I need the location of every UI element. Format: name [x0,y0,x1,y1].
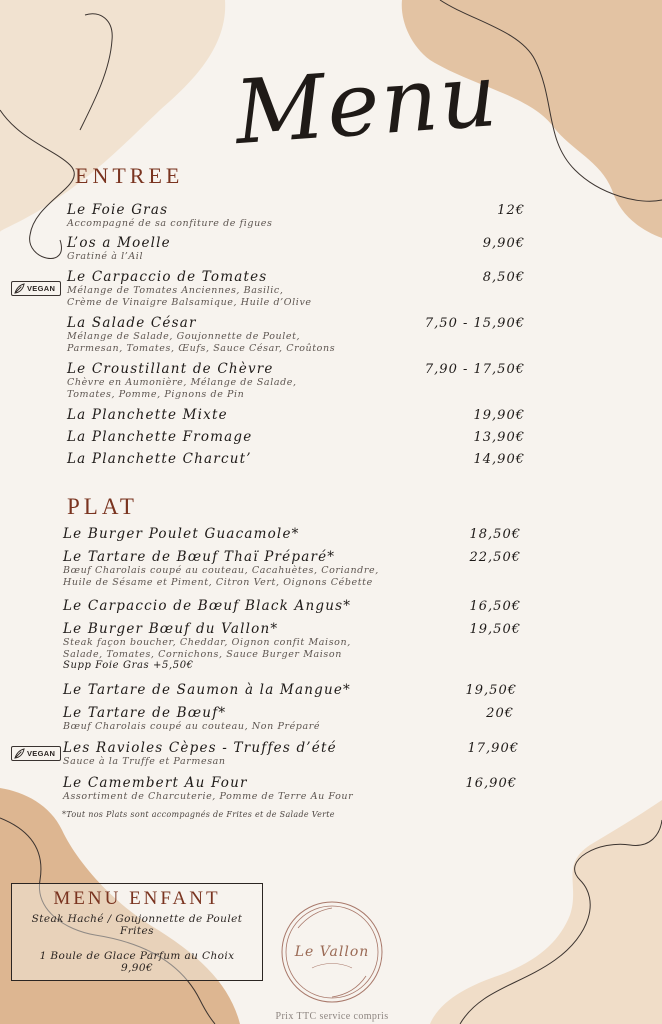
item-price: 7,50 - 15,90€ [424,316,525,331]
item-price: 19,50€ [465,683,517,698]
menu-item [63,682,517,698]
item-price: 18,50€ [469,527,521,542]
item-supplement: Supp Foie Gras +5,50€ [63,660,194,671]
item-name: La Salade César [67,315,197,331]
item-price: 8,50€ [482,270,525,285]
menu-item [67,235,525,263]
item-description: Mélange de Tomates Anciennes, Basilic, [67,285,284,296]
item-description: Parmesan, Tomates, Œufs, Sauce César, Croûtons [67,342,336,354]
menu-item [67,407,525,423]
item-name: La Planchette Fromage [67,429,253,445]
item-name: Les Ravioles Cèpes - Truffes d’été [63,740,337,756]
item-name: Le Burger Poulet Guacamole* [63,526,300,542]
bottom-right-blob [430,800,662,1024]
item-description: Assortiment de Charcuterie, Pomme de Terre Au Four [63,791,354,802]
menu-item [67,269,525,308]
item-description: Mélange de Salade, Goujonnette de Poulet, [67,331,301,342]
item-name: La Planchette Mixte [67,407,228,423]
item-price: 19,90€ [473,408,525,423]
section-title-entree: ENTREE [75,163,184,188]
section-title-plat: PLAT [67,494,138,519]
vegan-label: VEGAN [27,749,56,758]
menu-item [63,621,521,671]
menu-item [63,526,521,542]
item-description: Sauce à la Truffe et Parmesan [63,756,226,767]
item-name: Le Tartare de Bœuf Thaï Préparé* [63,549,336,565]
item-name: Le Foie Gras [67,202,169,218]
item-price: 19,50€ [469,622,521,637]
item-description: Accompagné de sa confiture de figues [67,218,273,229]
item-name: Le Burger Bœuf du Vallon* [63,621,279,637]
logo-text: Le Vallon [294,944,370,960]
item-description: Salade, Tomates, Cornichons, Sauce Burger Maison [63,648,342,660]
item-description: Bœuf Charolais coupé au couteau, Non Préparé [63,721,321,732]
item-price: 17,90€ [467,741,519,756]
menu-item [63,705,514,733]
item-description: Bœuf Charolais coupé au couteau, Cacahuètes, Coriandre, [63,565,379,576]
leaf-icon [14,748,25,759]
item-name: Le Carpaccio de Bœuf Black Angus* [63,598,352,614]
item-price: 16,90€ [465,776,517,791]
menu-title: Menu [231,42,502,165]
menu-item [63,549,521,588]
item-price: 20€ [486,706,514,721]
item-description: Huile de Sésame et Piment, Citron Vert, Oignons Cébette [63,576,373,588]
item-name: Le Carpaccio de Tomates [67,269,268,285]
item-name: Le Camembert Au Four [63,775,248,791]
kids-menu-line: Steak Haché / Goujonnette de Poulet [31,913,243,925]
price-note: Prix TTC service compris [275,1011,389,1022]
menu-item [67,315,525,354]
item-name: Le Tartare de Bœuf* [63,705,227,721]
item-description: Crème de Vinaigre Balsamique, Huile d’Olive [67,296,312,308]
footnote: *Tout nos Plats sont accompagnés de Frites et de Salade Verte [62,810,335,819]
kids-menu-title: MENU ENFANT [53,888,221,909]
item-price: 12€ [497,203,525,218]
kids-menu-box [11,883,263,981]
item-name: La Planchette Charcut’ [67,451,252,467]
kids-menu-price: 9,90€ [120,962,154,974]
item-name: L’os a Moelle [67,235,171,251]
item-name: Le Tartare de Saumon à la Mangue* [63,682,351,698]
menu-item [63,775,517,803]
kids-menu-line: Frites [120,925,154,937]
menu-item [67,202,525,230]
item-description: Chèvre en Aumonière, Mélange de Salade, [67,377,297,388]
item-description: Steak façon boucher, Cheddar, Oignon confit Maison, [63,637,351,648]
menu-item [67,361,525,400]
item-price: 16,50€ [469,599,521,614]
vegan-label: VEGAN [27,284,56,293]
menu-item [67,429,525,445]
leaf-icon [14,283,25,294]
vegan-badge [11,281,61,296]
item-price: 14,90€ [473,452,525,467]
item-description: Gratiné à l’Ail [67,251,144,262]
item-price: 9,90€ [482,236,525,251]
item-price: 22,50€ [469,550,521,565]
menu-item [63,598,521,614]
kids-menu-line: 1 Boule de Glace Parfum au Choix [39,950,235,962]
item-price: 13,90€ [473,430,525,445]
item-price: 7,90 - 17,50€ [424,362,525,377]
menu-item [67,451,525,467]
menu-item [63,740,519,768]
item-description: Tomates, Pomme, Pignons de Pin [67,388,245,400]
item-name: Le Croustillant de Chèvre [67,361,274,377]
vegan-badge [11,746,61,761]
